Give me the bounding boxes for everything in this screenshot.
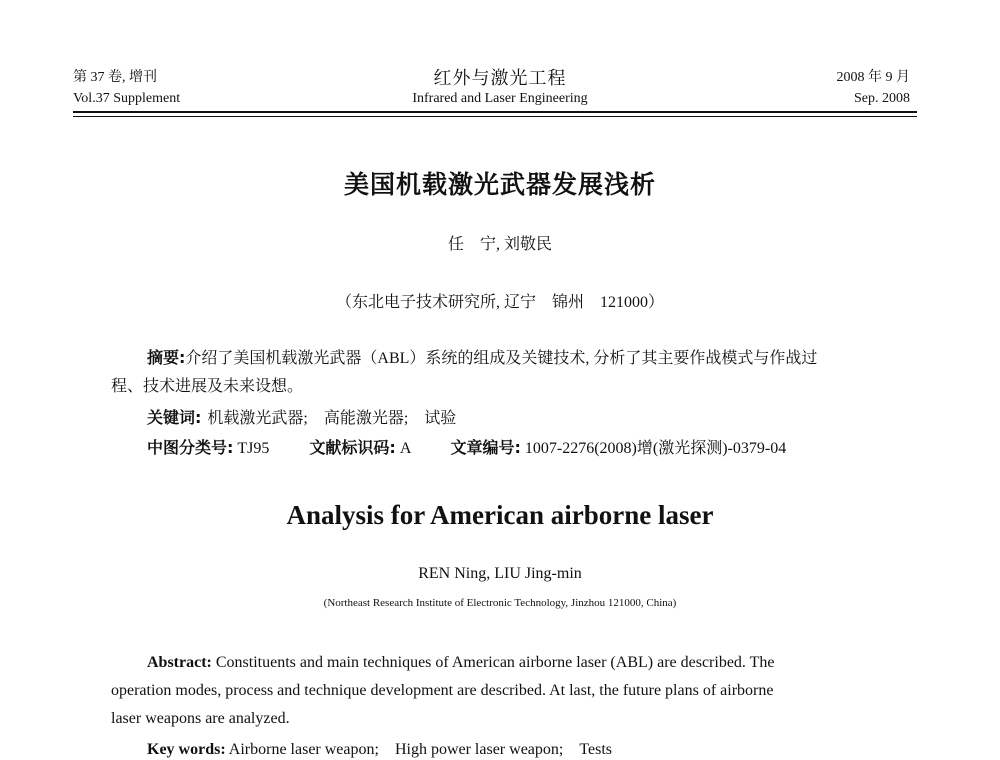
header-date-en: Sep. 2008 (854, 91, 910, 106)
cn-article-no-label: 文章编号: (450, 438, 521, 457)
header-journal-en: Infrared and Laser Engineering (412, 91, 588, 106)
cn-title: 美国机载激光武器发展浅析 (343, 170, 656, 199)
cn-keywords-label: 关键词: (147, 408, 202, 427)
en-abstract (111, 649, 883, 733)
en-abstract-line2: operation modes, process and technique development are described. At last, the future plans of airborne (111, 682, 774, 699)
header-rule-thick (73, 111, 917, 113)
header-date-cn: 2008 年 9 月 (836, 70, 910, 85)
en-keywords-label: Key words: (147, 741, 226, 758)
header-volume-en: Vol.37 Supplement (73, 91, 181, 106)
cn-abstract-line1: 介绍了美国机载激光武器（ABL）系统的组成及关键技术, 分析了其主要作战模式与作战过 (185, 350, 818, 367)
header-rule-thin (73, 116, 917, 117)
cn-keywords (147, 405, 456, 428)
cn-doc-code-value: A (399, 440, 411, 457)
cn-abstract-label: 摘要: (147, 348, 186, 367)
en-keywords-text: Airborne laser weapon; High power laser weapon; Tests (228, 741, 612, 758)
cn-abstract-line2: 程、技术进展及未来设想。 (111, 378, 304, 395)
en-keywords (147, 736, 612, 759)
cn-abstract (111, 344, 883, 401)
en-abstract-line3: laser weapons are analyzed. (111, 710, 290, 727)
en-abstract-label: Abstract: (147, 654, 212, 671)
cn-classification-row (147, 435, 786, 458)
header-journal-cn: 红外与激光工程 (433, 68, 567, 88)
en-affiliation: (Northeast Research Institute of Electronic Technology, Jinzhou 121000, China) (323, 597, 677, 609)
cn-keywords-text: 机载激光武器; 高能激光器; 试验 (207, 410, 457, 427)
cn-affiliation: （东北电子技术研究所, 辽宁 锦州 121000） (335, 294, 664, 311)
en-abstract-line1: Constituents and main techniques of American airborne laser (ABL) are described. The (215, 654, 775, 671)
en-authors: REN Ning, LIU Jing-min (418, 565, 582, 582)
cn-doc-code-label: 文献标识码: (309, 438, 396, 457)
cn-article-no-value: 1007-2276(2008)增(激光探测)-0379-04 (524, 440, 787, 457)
cn-authors: 任 宁, 刘敬民 (447, 236, 552, 253)
en-title: Analysis for American airborne laser (286, 500, 714, 530)
cn-clc-label: 中图分类号: (147, 438, 234, 457)
cn-clc-value: TJ95 (237, 440, 270, 457)
header-volume-cn: 第 37 卷, 增刊 (73, 70, 157, 85)
